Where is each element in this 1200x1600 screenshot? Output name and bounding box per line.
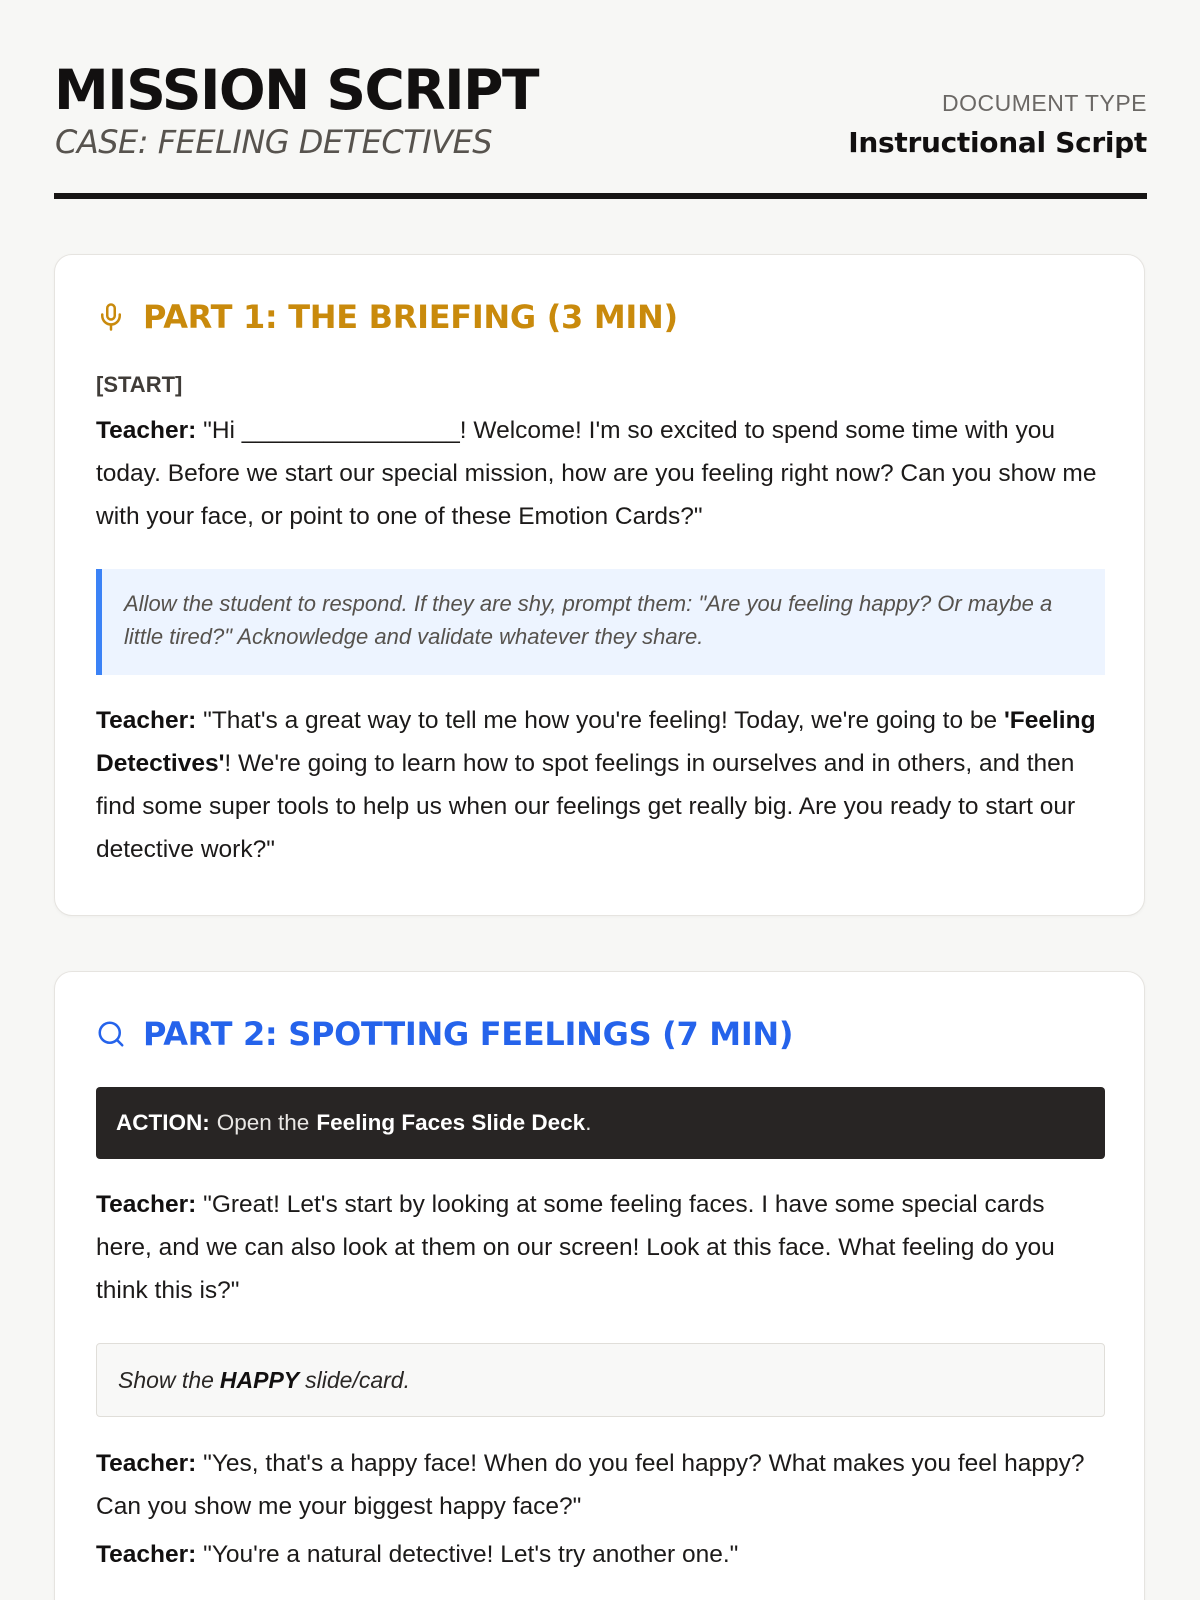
teacher-line bbox=[96, 1183, 1106, 1312]
stage-direction-text: slide/card. bbox=[305, 1366, 410, 1393]
action-text: Open the bbox=[216, 1110, 310, 1135]
dialogue-text: "You're a natural detective! Let's try another one." bbox=[203, 1541, 739, 1568]
speaker-label: Teacher: bbox=[96, 1191, 197, 1218]
speaker-label: Teacher: bbox=[96, 1541, 197, 1568]
action-text-end: . bbox=[585, 1110, 592, 1135]
speaker-label: Teacher: bbox=[96, 707, 197, 734]
case-subtitle: CASE: FEELING DETECTIVES bbox=[55, 123, 493, 161]
part-2-heading-text: PART 2: SPOTTING FEELINGS (7 MIN) bbox=[143, 1015, 794, 1053]
action-label: ACTION: bbox=[116, 1110, 210, 1135]
speaker-label: Teacher: bbox=[96, 1450, 197, 1477]
dialogue-text: "Yes, that's a happy face! When do you feel happy? What makes you feel happy? Can you show me your biggest happy face?" bbox=[96, 1450, 1085, 1520]
dialogue-text: "Hi ________________! Welcome! I'm so excited to spend some time with you today. Before we start our special mission, how are you feeling right now? Can you show me with your face, or point to one of these Emotion Cards?" bbox=[96, 417, 1097, 530]
doc-type-label: DOCUMENT TYPE bbox=[941, 90, 1147, 116]
header-divider bbox=[54, 193, 1147, 199]
microphone-icon bbox=[96, 302, 126, 332]
teacher-line bbox=[96, 409, 1106, 538]
teacher-line bbox=[96, 1442, 1106, 1528]
mission-name: 'Feeling Detectives' bbox=[96, 707, 1096, 777]
teacher-note: Allow the student to respond. If they are shy, prompt them: "Are you feeling happy? Or maybe a little tired?" Acknowledge and validate whatever they share. bbox=[96, 569, 1105, 675]
doc-type-value: Instructional Script bbox=[848, 126, 1147, 159]
part-1-card bbox=[54, 254, 1145, 916]
magnifier-icon bbox=[96, 1019, 126, 1049]
start-marker: [START] bbox=[96, 372, 183, 397]
part-2-heading bbox=[96, 1012, 793, 1056]
part-1-heading-text: PART 1: THE BRIEFING (3 MIN) bbox=[143, 298, 678, 336]
speaker-label: Teacher: bbox=[96, 417, 197, 444]
document-title: MISSION SCRIPT bbox=[54, 58, 538, 122]
slide-deck-name: Feeling Faces Slide Deck bbox=[316, 1110, 586, 1135]
dialogue-text: "Great! Let's start by looking at some feeling faces. I have some special cards here, and we can also look at them on our screen! Look at this face. What feeling do you think this is?" bbox=[96, 1191, 1055, 1304]
stage-direction-text: Show the bbox=[118, 1366, 214, 1393]
part-1-heading bbox=[96, 295, 678, 339]
stage-direction bbox=[96, 1343, 1105, 1417]
teacher-line bbox=[96, 699, 1106, 871]
dialogue-text: ! We're going to learn how to spot feelings in ourselves and in others, and then find some super tools to help us when our feelings get really big. Are you ready to start our detective work?" bbox=[96, 750, 1076, 863]
document-header bbox=[54, 56, 1147, 196]
teacher-line bbox=[96, 1533, 1106, 1576]
part-2-card bbox=[54, 971, 1145, 1600]
emotion-name: HAPPY bbox=[219, 1366, 300, 1393]
dialogue-text: "That's a great way to tell me how you're feeling! Today, we're going to be bbox=[203, 707, 1004, 734]
action-banner bbox=[96, 1087, 1105, 1159]
